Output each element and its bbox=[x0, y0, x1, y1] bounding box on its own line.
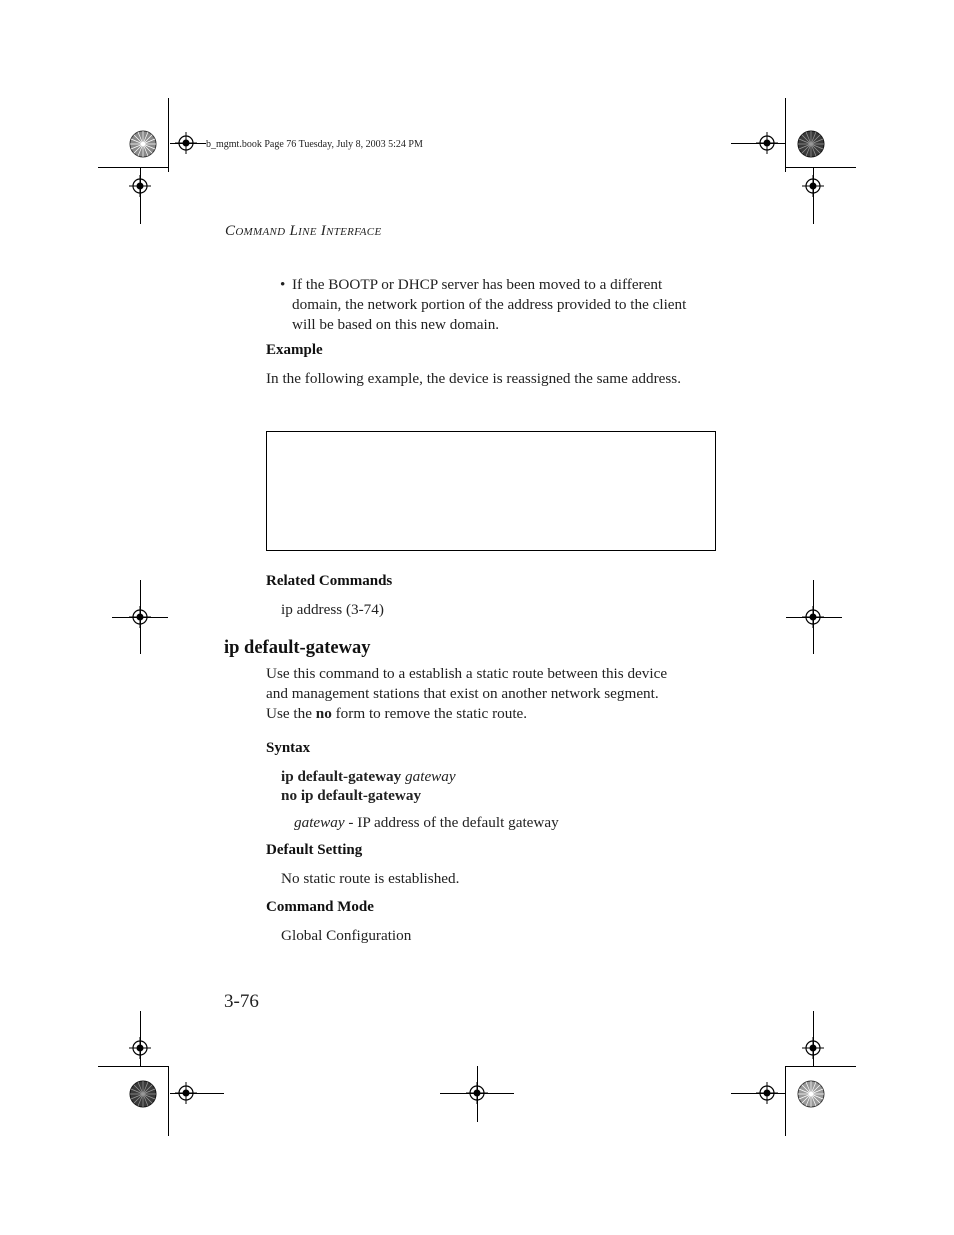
bullet-item: • If the BOOTP or DHCP server has been moved to a different domain, the network portion of the address provided to the client will be based on this new domain. bbox=[280, 275, 712, 335]
registration-crosshair-icon bbox=[129, 606, 151, 628]
registration-crosshair-icon bbox=[129, 1037, 151, 1059]
color-bar-rosette-icon bbox=[797, 130, 825, 158]
registration-crosshair-icon bbox=[802, 175, 824, 197]
syntax-keyword: ip default-gateway bbox=[281, 768, 402, 785]
syntax-command bbox=[281, 767, 456, 787]
trim-mark bbox=[168, 98, 169, 172]
intro-line: Use this command to a establish a static route between this device bbox=[266, 665, 668, 682]
running-header-cap: L bbox=[289, 223, 299, 239]
example-heading: Example bbox=[266, 342, 323, 358]
color-bar-rosette-icon bbox=[129, 1080, 157, 1108]
color-bar-rosette-icon bbox=[797, 1080, 825, 1108]
trim-mark bbox=[785, 98, 786, 172]
syntax-heading: Syntax bbox=[266, 740, 311, 756]
syntax-keyword: no ip default-gateway bbox=[281, 787, 422, 804]
trim-mark bbox=[98, 1066, 168, 1067]
registration-crosshair-icon bbox=[466, 1082, 488, 1104]
trim-mark bbox=[168, 1066, 169, 1136]
registration-crosshair-icon bbox=[802, 606, 824, 628]
printer-slug-line: b_mgmt.book Page 76 Tuesday, July 8, 2003 5:24 PM bbox=[206, 139, 423, 150]
registration-crosshair-icon bbox=[129, 175, 151, 197]
running-header-cap: I bbox=[320, 223, 327, 239]
trim-mark bbox=[785, 1066, 786, 1136]
syntax-param-description bbox=[294, 813, 559, 833]
registration-crosshair-icon bbox=[756, 1082, 778, 1104]
intro-text: form to remove the static route. bbox=[331, 705, 528, 722]
section-title: ip default-gateway bbox=[224, 638, 371, 658]
intro-text: Use the bbox=[266, 705, 316, 722]
default-setting-text: No static route is established. bbox=[281, 870, 460, 887]
running-header-rest: INE bbox=[298, 226, 317, 238]
trim-mark bbox=[98, 167, 168, 168]
running-header-cap: C bbox=[225, 223, 236, 239]
syntax-command bbox=[281, 786, 421, 806]
syntax-param: gateway bbox=[405, 768, 456, 785]
registration-crosshair-icon bbox=[756, 132, 778, 154]
related-commands-heading: Related Commands bbox=[266, 573, 393, 589]
command-mode-heading: Command Mode bbox=[266, 899, 374, 915]
command-mode-text: Global Configuration bbox=[281, 927, 412, 944]
running-header-rest: OMMAND bbox=[235, 226, 286, 238]
registration-crosshair-icon bbox=[175, 1082, 197, 1104]
color-bar-rosette-icon bbox=[129, 130, 157, 158]
page-number: 3-76 bbox=[224, 991, 259, 1012]
default-setting-heading: Default Setting bbox=[266, 842, 363, 858]
intro-keyword: no bbox=[315, 705, 332, 722]
param-desc: - IP address of the default gateway bbox=[344, 814, 559, 831]
intro-line bbox=[266, 704, 726, 724]
intro-line: and management stations that exist on another network segment. bbox=[266, 685, 659, 702]
trim-mark bbox=[786, 1066, 856, 1067]
registration-crosshair-icon bbox=[802, 1037, 824, 1059]
running-header bbox=[225, 223, 381, 240]
param-name: gateway bbox=[294, 814, 345, 831]
trim-mark bbox=[786, 167, 856, 168]
section-intro bbox=[266, 664, 726, 724]
related-command-link[interactable]: ip address (3-74) bbox=[281, 601, 384, 618]
running-header-rest: NTERFACE bbox=[326, 226, 382, 238]
bullet-list bbox=[280, 275, 712, 335]
registration-crosshair-icon bbox=[175, 132, 197, 154]
example-code-box bbox=[266, 431, 716, 551]
example-text: In the following example, the device is reassigned the same address. bbox=[266, 370, 681, 387]
